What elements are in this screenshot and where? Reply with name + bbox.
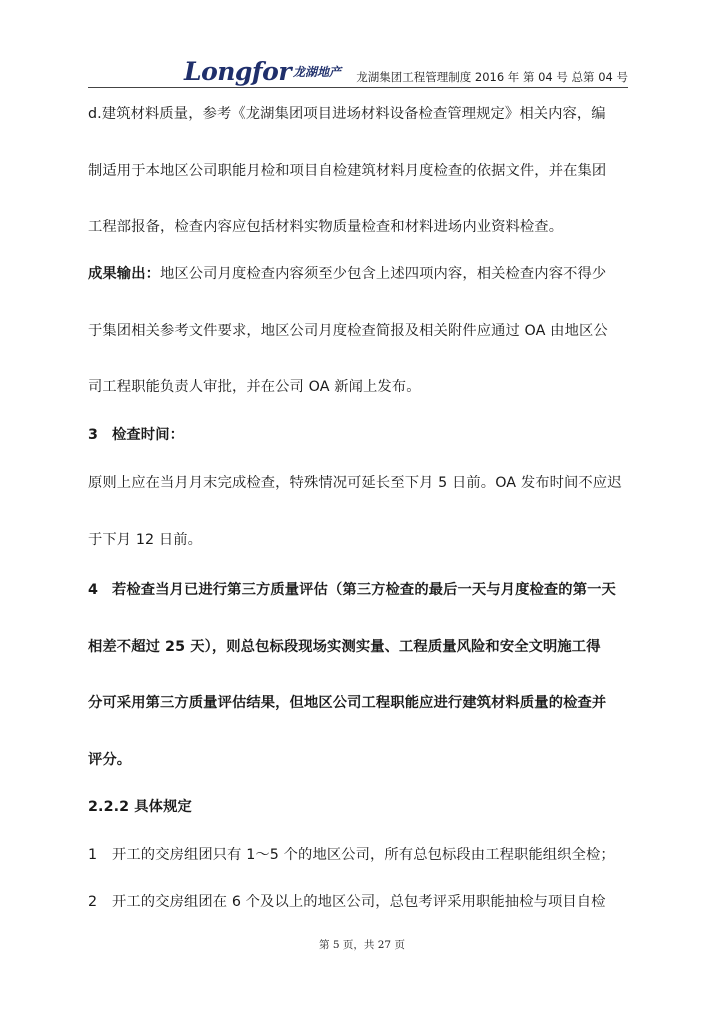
paragraph-line: 制适用于本地区公司职能月检和项目自检建筑材料月度检查的依据文件，并在集团 [88, 163, 607, 179]
list-item [88, 892, 636, 912]
page-number: 第 5 页，共 27 页 [319, 939, 405, 951]
paragraph-line: 司工程职能负责人审批，并在公司 OA 新闻上发布。 [88, 379, 421, 395]
section-number: 4 [88, 582, 99, 598]
section-paragraph-line: 相差不超过 25 天），则总包标段现场实测实量、工程质量风险和安全文明施工得 [88, 639, 601, 655]
list-item-text: 开工的交房组团在 6 个及以上的地区公司，总包考评采用职能抽检与项目自检 [112, 894, 606, 910]
page-header [88, 46, 628, 88]
output-text: 地区公司月度检查内容须至少包含上述四项内容，相关检查内容不得少 [159, 266, 607, 282]
list-item-text: 开工的交房组团只有 1～5 个的地区公司，所有总包标段由工程职能组织全检； [112, 847, 615, 863]
company-logo [184, 46, 341, 84]
list-item-number: 1 [88, 847, 98, 863]
list-item-number: 2 [88, 894, 98, 910]
section-number: 3 [88, 427, 99, 443]
section-heading [88, 425, 636, 445]
subsection-heading: 2.2.2 具体规定 [88, 799, 192, 815]
output-label: 成果输出： [88, 266, 160, 282]
paragraph-line: d.建筑材料质量，参考《龙湖集团项目进场材料设备检查管理规定》相关内容，编 [88, 106, 606, 122]
document-info: 龙湖集团工程管理制度 2016 年 第 04 号 总第 04 号 [356, 70, 628, 84]
section-paragraph-line: 评分。 [88, 752, 132, 768]
list-item [88, 845, 636, 865]
paragraph-line: 于集团相关参考文件要求，地区公司月度检查简报及相关附件应通过 OA 由地区公 [88, 323, 608, 339]
output-paragraph-line [88, 264, 636, 284]
section-text: 若检查当月已进行第三方质量评估（第三方检查的最后一天与月度检查的第一天 [112, 582, 616, 598]
paragraph-line: 于下月 12 日前。 [88, 532, 203, 548]
paragraph-line: 工程部报备，检查内容应包括材料实物质量检查和材料进场内业资料检查。 [88, 219, 564, 235]
section-paragraph-line: 分可采用第三方质量评估结果，但地区公司工程职能应进行建筑材料质量的检查并 [88, 695, 607, 711]
logo-chinese-text: 龙湖地产 [293, 65, 342, 79]
logo-wordmark: Longfor [184, 57, 292, 86]
paragraph-line: 原则上应在当月月末完成检查，特殊情况可延长至下月 5 日前。OA 发布时间不应迟 [88, 475, 622, 491]
header-divider [88, 87, 628, 88]
section-paragraph-line [88, 580, 636, 600]
section-title: 检查时间： [112, 427, 184, 443]
